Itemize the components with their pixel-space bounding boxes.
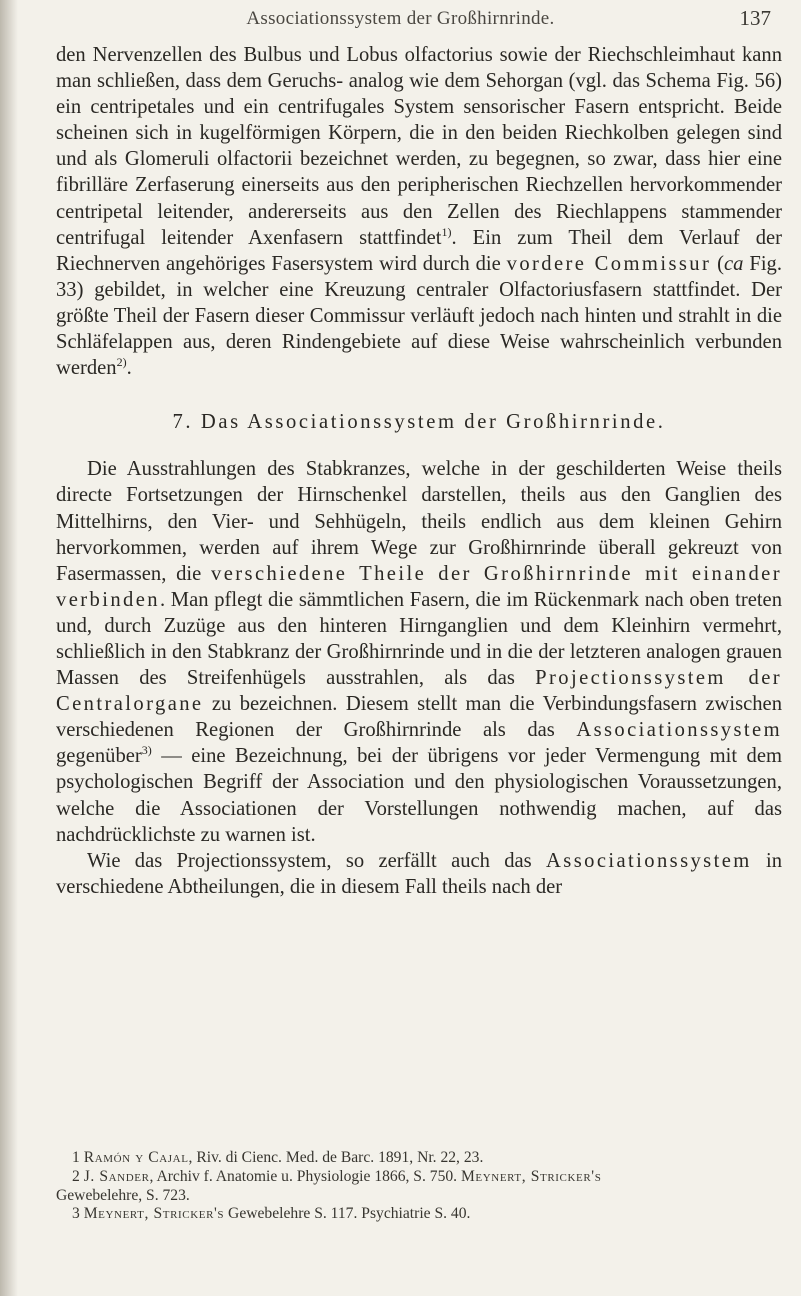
emphasis-text: Associationssystem [546, 849, 752, 872]
footnote-3 [72, 1205, 782, 1224]
footnote-number: 1 [72, 1149, 80, 1166]
paragraph-text: Die Ausstrahlungen des Stabkranzes, welche in der geschilderten Weise theils directe Fortsetzungen der Hirnschenkel darstellen, theils aus den Ganglien des Mittelhirns, den Vier- und Sehhügeln, theils endlich aus dem kleinen Gehirn hervorkommen, werden auf ihrem Wege zur Großhirnrinde überall gekreuzt von Fasermassen, die [56, 458, 782, 585]
paragraph-text: gegenüber [56, 745, 142, 768]
paragraph [56, 42, 782, 381]
emphasis-text: vordere Commissur [506, 252, 712, 275]
footnote-ref: 1) [441, 224, 452, 239]
paragraph-text: zu bezeichnen. Diesem stellt man die Verbindungsfasern zwischen verschiedenen Regionen der Großhirnrinde als das [56, 693, 782, 742]
footnote-text: Gewebelehre, S. 723. [56, 1186, 190, 1204]
paragraph-text: . [126, 357, 132, 380]
footnote-text: Gewebelehre S. 117. Psychiatrie S. 40. [224, 1205, 471, 1223]
paragraph-text: Fig. 33) gebildet, in welcher eine Kreuzung centraler Olfactoriusfasern stattfindet. Der größte Theil der Fasern dieser Commissur verläuft jedoch nach hinten und strahlt in die Schläfelappen aus, deren Rindengebiete auf diese Weise wahrscheinlich verbunden werden [56, 252, 782, 380]
footnote-number: 3 [72, 1205, 80, 1223]
paragraph-text: — eine Bezeichnung, bei der übrigens vor jeder Vermengung mit dem psychologischen Begriff der Association und den physiologischen Voraussetzungen, welche die Associationen der Vorstellungen nothwendig machen, auf das nachdrücklichste zu warnen ist. [56, 745, 782, 846]
paragraph-text: Wie das Projectionssystem, so zerfällt auch das [87, 849, 547, 872]
emphasis-text: verschiedene Theile der Großhirnrinde mit einander verbinden [56, 562, 782, 611]
paragraph-text: . Man pflegt die sämmtlichen Fasern, die im Rückenmark nach oben treten und, durch Zuzüge aus den hinteren Hirnganglien und dem Kleinhirn vermehrt, schließlich in den Stabkranz der Großhirnrinde und in die der letzteren analogen grauen Massen des Streifenhügels ausstrahlen, als das [56, 588, 782, 690]
footnotes [56, 1149, 782, 1224]
emphasis-text: Associationssystem [576, 719, 782, 742]
footnote-ref: 2) [116, 355, 127, 370]
paragraph-text: . Ein zum Theil dem Verlauf der Riechnerven angehöriges Fasersystem wird durch die [56, 226, 782, 275]
footnote-author: Ramón y Cajal [83, 1149, 189, 1166]
page-number: 137 [739, 6, 771, 30]
page-header [0, 4, 801, 34]
running-title: Associationssystem der Großhirnrinde. [246, 8, 555, 29]
footnote-ref: 3) [141, 743, 152, 758]
footnote-text: , Riv. di Cienc. Med. de Barc. 1891, Nr. 22, 23. [188, 1149, 484, 1166]
footnote-author: Meynert, Stricker's [460, 1167, 602, 1185]
footnote-number: 2 [72, 1167, 80, 1185]
footnote-2-continued [56, 1187, 782, 1206]
paragraph-text: den Nervenzellen des Bulbus und Lobus olfactorius sowie der Riechschleimhaut kann man schließen, dass dem Geruchs- analog wie dem Sehorgan (vgl. das Schema Fig. 56) ein centripetales und ein centrifugales System sensorischer Fasern entspricht. Beide scheinen sich in kugelförmigen Körpern, die in den beiden Riechkolben gelegen sind und als Glomeruli olfactorii bezeichnet werden, zu begegnen, so zwar, dass hier eine fibrilläre Zerfaserung einerseits aus den peripherischen Riechzellen hervorkommender centripetal leitender, andererseits aus den Zellen des Riechlappens stammender centrifugal leitender Axenfasern stattfindet [56, 44, 782, 249]
footnote-1 [72, 1149, 782, 1168]
paragraph-text: in verschiedene Abtheilungen, die in diesem Fall theils nach der [56, 849, 783, 898]
figure-label: ca [724, 252, 744, 275]
footnote-author: Meynert, Stricker's [83, 1205, 225, 1223]
footnote-text: , Archiv f. Anatomie u. Physiologie 1866, S. 750. [149, 1167, 461, 1185]
emphasis-text: Projectionssystem der Centralorgane [56, 667, 782, 716]
section-heading: 7. Das Associationssystem der Großhirnrinde. [172, 411, 666, 434]
paragraph-text: ( [711, 252, 725, 275]
footnote-author: J. Sander [83, 1167, 150, 1185]
paragraph [56, 456, 782, 847]
binding-shadow [0, 0, 18, 1296]
body-text [56, 42, 782, 900]
paragraph [56, 848, 782, 900]
footnote-2 [72, 1168, 782, 1187]
